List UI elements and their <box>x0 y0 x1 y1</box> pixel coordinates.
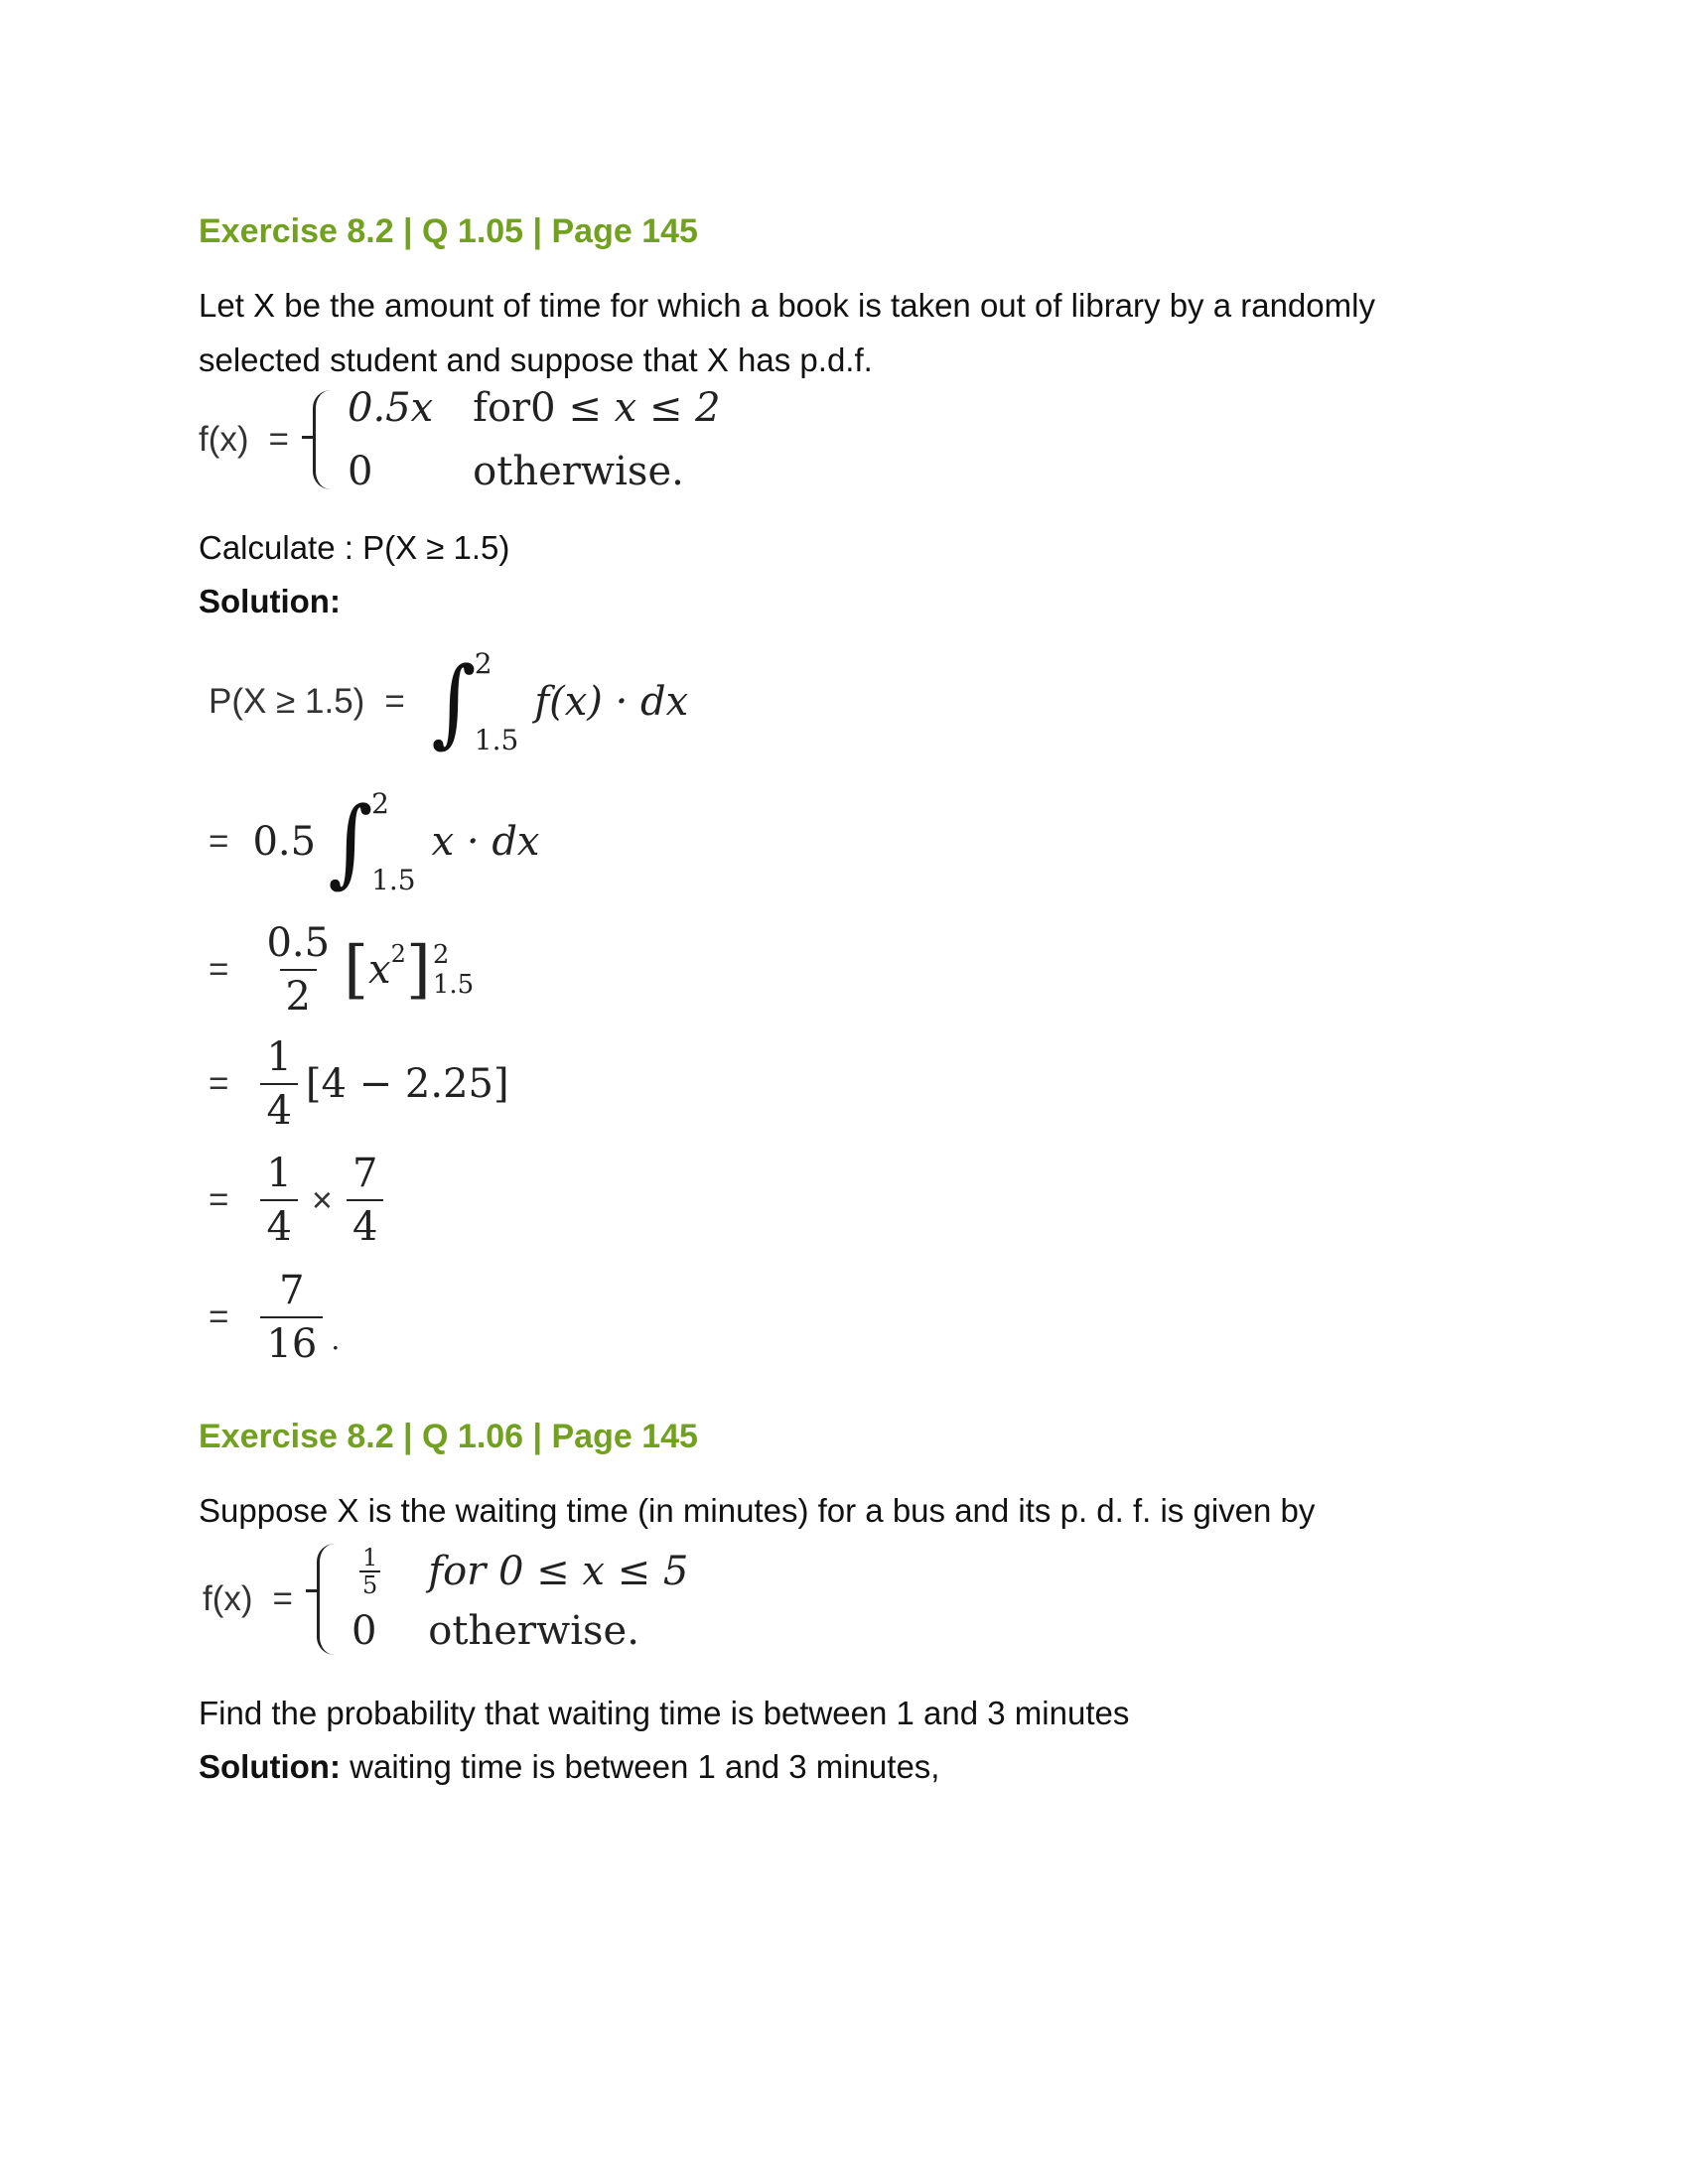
equals-sign: = <box>209 822 229 861</box>
integral-limits <box>371 787 416 896</box>
final-period: . <box>331 1323 341 1356</box>
numerator: 7 <box>279 1268 305 1313</box>
equals-sign: = <box>209 1297 229 1336</box>
solution-step-6 <box>209 1269 340 1366</box>
denominator: 4 <box>260 1199 297 1249</box>
evaluation-bracket <box>344 933 475 1007</box>
solution-step-2 <box>209 787 540 896</box>
definite-integral <box>326 787 416 896</box>
case2-expression: 0 <box>352 1608 377 1654</box>
denominator: 16 <box>260 1316 323 1366</box>
solution-step-1 <box>209 647 688 756</box>
lower-limit: 1.5 <box>432 970 475 1000</box>
integral-sign: ∫ <box>431 646 477 757</box>
step1-lhs: P(X ≥ 1.5) <box>209 682 365 721</box>
pdf-definition-q106 <box>203 1544 688 1655</box>
left-brace <box>317 1544 342 1655</box>
equals-sign: = <box>209 1180 229 1219</box>
equals-sign: = <box>272 1579 293 1618</box>
equals-sign: = <box>268 420 289 459</box>
fraction-step6 <box>260 1269 323 1366</box>
solution-step-5 <box>209 1152 391 1249</box>
step2-coefficient: 0.5 <box>252 819 317 865</box>
fraction-step5-a <box>260 1152 297 1249</box>
bracket-limits <box>433 940 474 1000</box>
numerator: 0.5 <box>266 920 331 966</box>
pdf-cases <box>352 1545 688 1654</box>
case1-fraction <box>359 1545 380 1598</box>
step2-integrand: x · dx <box>431 819 540 865</box>
question2-text-line1: Suppose X is the waiting time (in minutes) for a bus and its p. d. f. is given by <box>199 1492 1316 1529</box>
solution-step-4 <box>209 1035 509 1133</box>
fraction-step3 <box>260 921 336 1019</box>
integral-limits <box>475 647 519 756</box>
pdf-cases <box>348 385 721 494</box>
step1-integrand: f(x) · dx <box>534 679 689 725</box>
case2-condition: otherwise. <box>428 1608 639 1654</box>
solution-line-q106 <box>199 1739 939 1795</box>
exercise-heading-q105: Exercise 8.2 | Q 1.05 | Page 145 <box>199 212 698 250</box>
solution-step-3 <box>209 921 474 1019</box>
lower-limit: 1.5 <box>474 724 519 756</box>
upper-limit: 2 <box>432 940 450 970</box>
equals-sign: = <box>209 950 229 989</box>
case1-expression: 0.5x <box>348 385 434 431</box>
numerator: 7 <box>352 1151 378 1196</box>
solution-label-q105: Solution: <box>199 583 341 619</box>
denominator: 4 <box>260 1083 297 1133</box>
equals-sign: = <box>384 682 405 721</box>
solution-label-q106: Solution: <box>199 1748 341 1785</box>
equals-sign: = <box>209 1064 229 1103</box>
left-brace <box>313 390 338 489</box>
upper-limit: 2 <box>371 787 389 820</box>
right-bracket: ] <box>405 933 431 1007</box>
fraction-step4 <box>260 1035 297 1133</box>
denominator: 4 <box>347 1199 383 1249</box>
left-bracket: [ <box>344 933 369 1007</box>
solution-text-q106: waiting time is between 1 and 3 minutes, <box>340 1748 940 1785</box>
case1-cond-rest: ≤ x ≤ 2 <box>568 385 721 431</box>
bracket-base: x <box>368 947 391 993</box>
pdf-lhs: f(x) <box>199 420 249 459</box>
numerator: 1 <box>362 1544 378 1571</box>
numerator: 1 <box>266 1151 292 1196</box>
bracket-exponent: 2 <box>390 940 406 968</box>
integral-sign: ∫ <box>328 786 373 897</box>
case1-cond-word: for0 <box>473 385 556 431</box>
fraction-step5-b <box>347 1152 383 1249</box>
definite-integral <box>429 647 519 756</box>
case2-expression: 0 <box>348 449 373 494</box>
denominator: 5 <box>359 1570 380 1598</box>
exercise-heading-q106: Exercise 8.2 | Q 1.06 | Page 145 <box>199 1418 698 1455</box>
case2-condition: otherwise. <box>473 449 684 494</box>
denominator: 2 <box>280 969 317 1019</box>
step4-bracket: [4 − 2.25] <box>305 1061 509 1107</box>
find-prompt: Find the probability that waiting time is between 1 and 3 minutes <box>199 1695 1130 1731</box>
pdf-definition-q105 <box>199 385 721 494</box>
upper-limit: 2 <box>474 647 492 680</box>
times-sign: × <box>311 1179 333 1220</box>
case1-condition <box>473 385 720 431</box>
pdf-lhs: f(x) <box>203 1579 253 1618</box>
calculate-prompt: Calculate : P(X ≥ 1.5) <box>199 529 510 566</box>
lower-limit: 1.5 <box>371 864 416 896</box>
question-text-line2: selected student and suppose that X has p.d.f. <box>199 341 873 378</box>
numerator: 1 <box>266 1034 292 1080</box>
question-text-line1: Let X be the amount of time for which a book is taken out of library by a randomly <box>199 287 1375 324</box>
case1-condition: for 0 ≤ x ≤ 5 <box>428 1549 689 1594</box>
